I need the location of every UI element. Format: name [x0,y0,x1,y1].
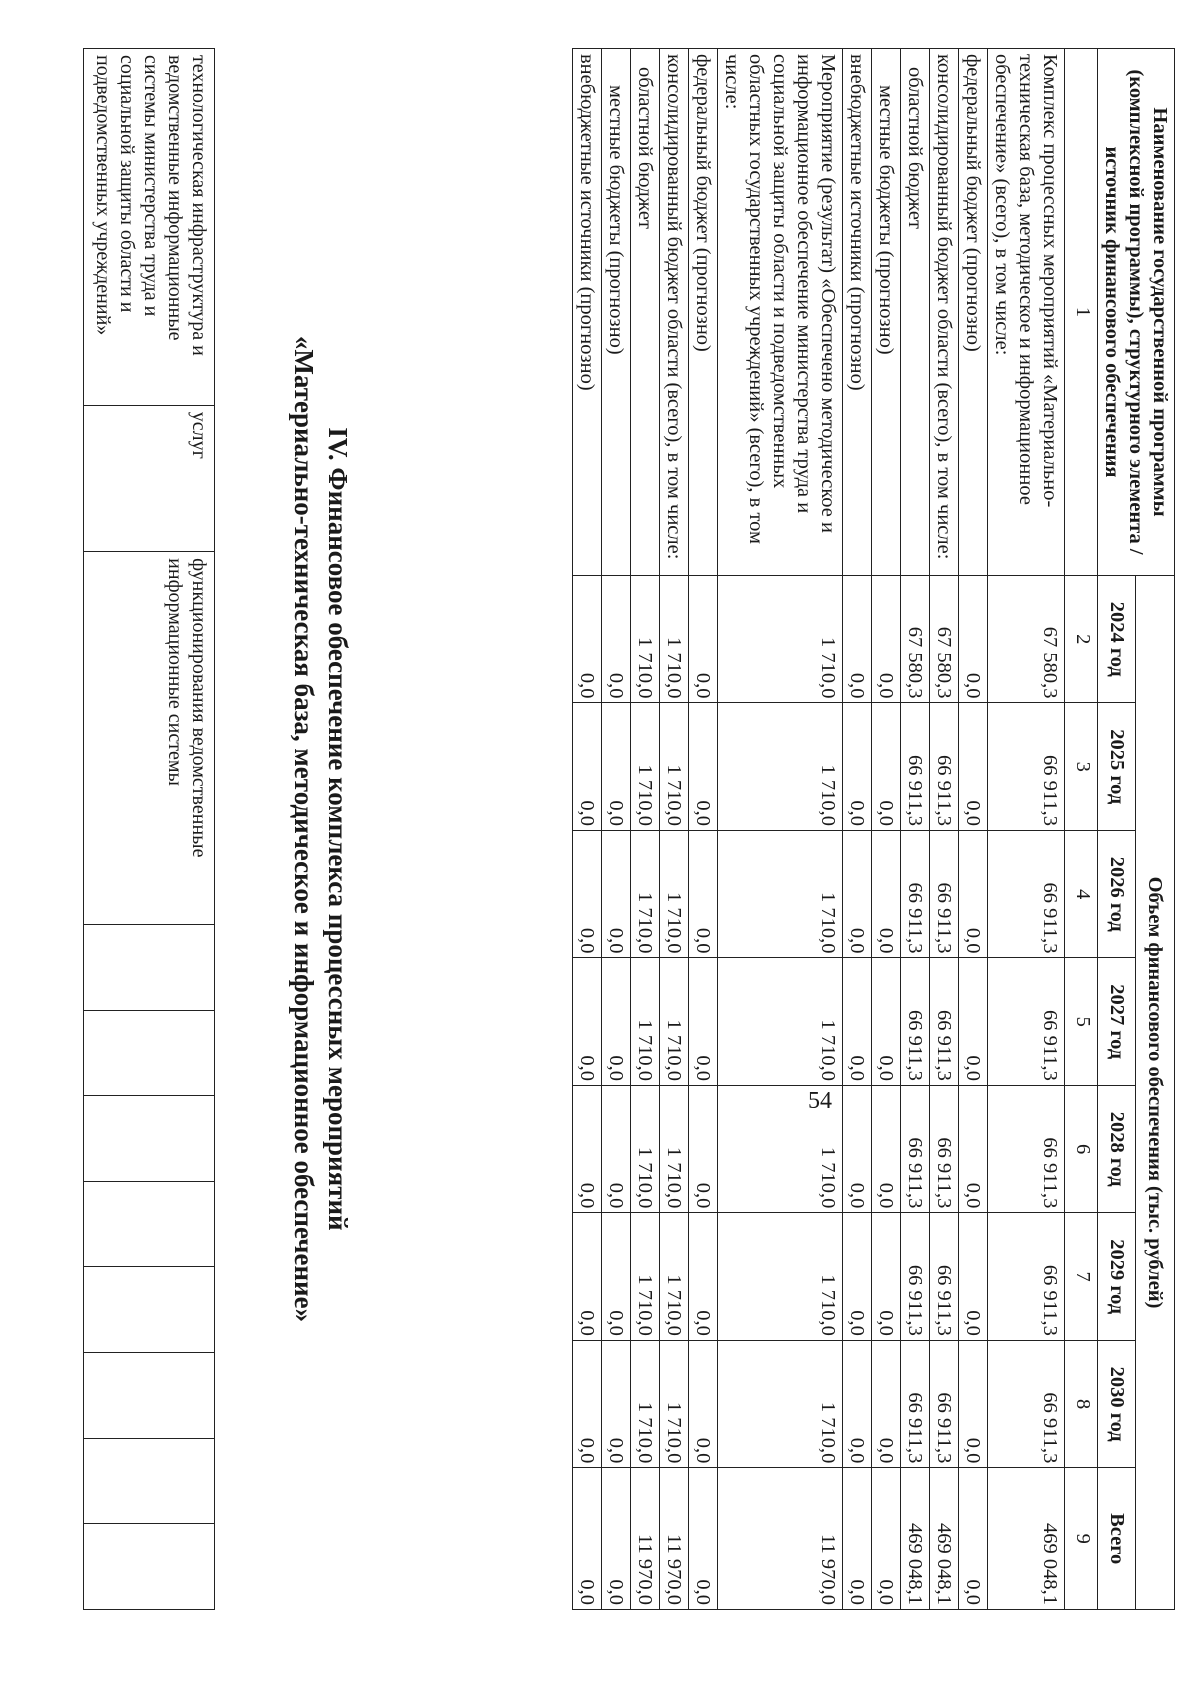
year-header: 2024 год [1098,576,1137,703]
finance-header-row [1136,49,1175,1610]
value-cell: 11 970,0 [718,1468,843,1610]
value-cell: 0,0 [872,1213,901,1340]
value-cell: 469 048,1 [988,1468,1065,1610]
value-cell: 66 911,3 [901,703,930,830]
value-cell: 0,0 [689,1468,718,1610]
value-cell: 66 911,3 [930,1340,959,1467]
value-cell: 1 710,0 [660,576,689,703]
value-cell: 1 710,0 [631,1340,660,1467]
value-cell: 1 710,0 [660,830,689,957]
value-cell: 66 911,3 [930,958,959,1085]
table-row [689,49,718,1610]
top-cell: технологическая инфраструктура и ведомственные информационные системы министерства труда и социальной защиты области и подведомственных учреждений» [84,49,215,406]
year-header: 2026 год [1098,830,1137,957]
value-cell: 469 048,1 [901,1468,930,1610]
year-header: 2029 год [1098,1213,1137,1340]
top-cell: функционирования ведомственные информационные системы [84,552,215,925]
table-row [660,49,689,1610]
section-heading [287,48,355,1610]
value-cell: 0,0 [959,1213,988,1340]
header-volume: Объем финансового обеспечения (тыс. рублей) [1136,576,1175,1610]
value-cell: 11 970,0 [631,1468,660,1610]
value-cell: 1 710,0 [631,1213,660,1340]
value-cell: 1 710,0 [660,958,689,1085]
value-cell: 1 710,0 [718,830,843,957]
row-name: внебюджетные источники (прогнозно) [843,49,872,576]
table-row [602,49,631,1610]
value-cell: 0,0 [843,1340,872,1467]
value-cell: 1 710,0 [718,576,843,703]
value-cell: 469 048,1 [930,1468,959,1610]
value-cell: 0,0 [602,1213,631,1340]
row-name: внебюджетные источники (прогнозно) [573,49,602,576]
value-cell: 0,0 [573,1085,602,1212]
table-row [930,49,959,1610]
value-cell: 0,0 [843,576,872,703]
table-row [872,49,901,1610]
value-cell: 0,0 [602,958,631,1085]
column-index: 9 [1065,1468,1098,1610]
value-cell: 66 911,3 [988,1085,1065,1212]
column-index: 4 [1065,830,1098,957]
row-name: местные бюджеты (прогнозно) [602,49,631,576]
value-cell: 66 911,3 [988,830,1065,957]
top-cell [84,1438,215,1524]
value-cell: 0,0 [573,1468,602,1610]
table-row [631,49,660,1610]
value-cell: 0,0 [872,1468,901,1610]
value-cell: 0,0 [602,1085,631,1212]
page-number: 54 [808,1088,832,1114]
value-cell: 66 911,3 [988,958,1065,1085]
value-cell: 1 710,0 [718,703,843,830]
value-cell: 1 710,0 [660,1213,689,1340]
value-cell: 67 580,3 [901,576,930,703]
value-cell: 1 710,0 [631,576,660,703]
value-cell: 1 710,0 [718,1085,843,1212]
value-cell: 1 710,0 [660,1340,689,1467]
value-cell: 66 911,3 [988,1340,1065,1467]
value-cell: 66 911,3 [901,1340,930,1467]
row-name: консолидированный бюджет области (всего), в том числе: [660,49,689,576]
value-cell: 0,0 [689,576,718,703]
value-cell: 0,0 [959,1468,988,1610]
value-cell: 1 710,0 [631,703,660,830]
value-cell: 1 710,0 [660,1085,689,1212]
top-table-row [84,49,215,1610]
top-cell [84,1181,215,1267]
top-cell [84,924,215,1010]
value-cell: 0,0 [959,1085,988,1212]
value-cell: 0,0 [872,1085,901,1212]
table-row [959,49,988,1610]
value-cell: 1 710,0 [660,703,689,830]
value-cell: 66 911,3 [930,830,959,957]
value-cell: 0,0 [843,1213,872,1340]
top-cell [84,1524,215,1610]
table-row [573,49,602,1610]
value-cell: 0,0 [959,703,988,830]
value-cell: 1 710,0 [718,1340,843,1467]
row-name: Мероприятие (результат) «Обеспечено методическое и информационное обеспечение министерства труда и социальной защиты области и подведомственных областных государственных учреждений» (всего), в том числе: [718,49,843,576]
value-cell: 1 710,0 [718,1213,843,1340]
column-index: 7 [1065,1213,1098,1340]
value-cell: 0,0 [689,1085,718,1212]
value-cell: 66 911,3 [901,958,930,1085]
value-cell: 66 911,3 [988,1213,1065,1340]
finance-table [572,48,1175,1610]
value-cell: 1 710,0 [718,958,843,1085]
value-cell: 0,0 [843,830,872,957]
row-name: консолидированный бюджет области (всего), в том числе: [930,49,959,576]
row-name: федеральный бюджет (прогнозно) [689,49,718,576]
top-cell [84,1010,215,1096]
year-header: Всего [1098,1468,1137,1610]
value-cell: 1 710,0 [631,830,660,957]
year-header: 2030 год [1098,1340,1137,1467]
value-cell: 0,0 [689,703,718,830]
top-cell [84,1096,215,1182]
value-cell: 0,0 [843,1085,872,1212]
value-cell: 1 710,0 [631,1085,660,1212]
year-header: 2027 год [1098,958,1137,1085]
column-index: 1 [1065,49,1098,576]
value-cell: 0,0 [573,830,602,957]
value-cell: 0,0 [602,576,631,703]
value-cell: 0,0 [959,1340,988,1467]
value-cell: 66 911,3 [930,703,959,830]
value-cell: 0,0 [689,830,718,957]
rotated-page [25,48,1175,1698]
value-cell: 67 580,3 [930,576,959,703]
value-cell: 0,0 [689,958,718,1085]
value-cell: 0,0 [843,1468,872,1610]
column-index: 5 [1065,958,1098,1085]
value-cell: 66 911,3 [901,1213,930,1340]
value-cell: 0,0 [843,958,872,1085]
value-cell: 0,0 [689,1340,718,1467]
row-name: областной бюджет [901,49,930,576]
table-row [718,49,843,1610]
column-index: 3 [1065,703,1098,830]
column-index: 2 [1065,576,1098,703]
table-row [901,49,930,1610]
value-cell: 66 911,3 [901,830,930,957]
value-cell: 0,0 [573,1213,602,1340]
table-row [988,49,1065,1610]
row-name: Комплекс процессных мероприятий «Материально-техническая база, методическое и информационное обеспечение» (всего), в том числе: [988,49,1065,576]
value-cell: 66 911,3 [930,1213,959,1340]
value-cell: 0,0 [872,576,901,703]
value-cell: 0,0 [573,703,602,830]
row-name: федеральный бюджет (прогнозно) [959,49,988,576]
column-index: 8 [1065,1340,1098,1467]
value-cell: 0,0 [573,576,602,703]
value-cell: 66 911,3 [930,1085,959,1212]
value-cell: 0,0 [602,703,631,830]
header-name: Наименование государственной программы (комплексной программы), структурного элемента / источник финансового обеспечения [1098,49,1175,576]
row-name: местные бюджеты (прогнозно) [872,49,901,576]
value-cell: 0,0 [872,703,901,830]
value-cell: 66 911,3 [988,703,1065,830]
year-header: 2028 год [1098,1085,1137,1212]
value-cell: 67 580,3 [988,576,1065,703]
section-title: IV. Финансовое обеспечение комплекса процессных мероприятий [323,427,353,1231]
value-cell: 0,0 [959,576,988,703]
value-cell: 66 911,3 [901,1085,930,1212]
value-cell: 0,0 [573,1340,602,1467]
top-cell: услуг [84,405,215,551]
top-table [83,48,215,1610]
value-cell: 0,0 [959,830,988,957]
value-cell: 0,0 [689,1213,718,1340]
value-cell: 0,0 [602,1468,631,1610]
section-subtitle: «Материально-техническая база, методическое и информационное обеспечение» [289,335,319,1323]
top-cell [84,1353,215,1439]
value-cell: 0,0 [959,958,988,1085]
value-cell: 0,0 [872,958,901,1085]
table-row [843,49,872,1610]
column-index: 6 [1065,1085,1098,1212]
value-cell: 0,0 [573,958,602,1085]
value-cell: 0,0 [843,703,872,830]
top-cell [84,1267,215,1353]
value-cell: 11 970,0 [660,1468,689,1610]
value-cell: 0,0 [602,1340,631,1467]
value-cell: 0,0 [872,1340,901,1467]
row-name: областной бюджет [631,49,660,576]
index-row [1065,49,1098,1610]
year-header: 2025 год [1098,703,1137,830]
value-cell: 1 710,0 [631,958,660,1085]
value-cell: 0,0 [872,830,901,957]
finance-body [573,49,1098,1610]
value-cell: 0,0 [602,830,631,957]
